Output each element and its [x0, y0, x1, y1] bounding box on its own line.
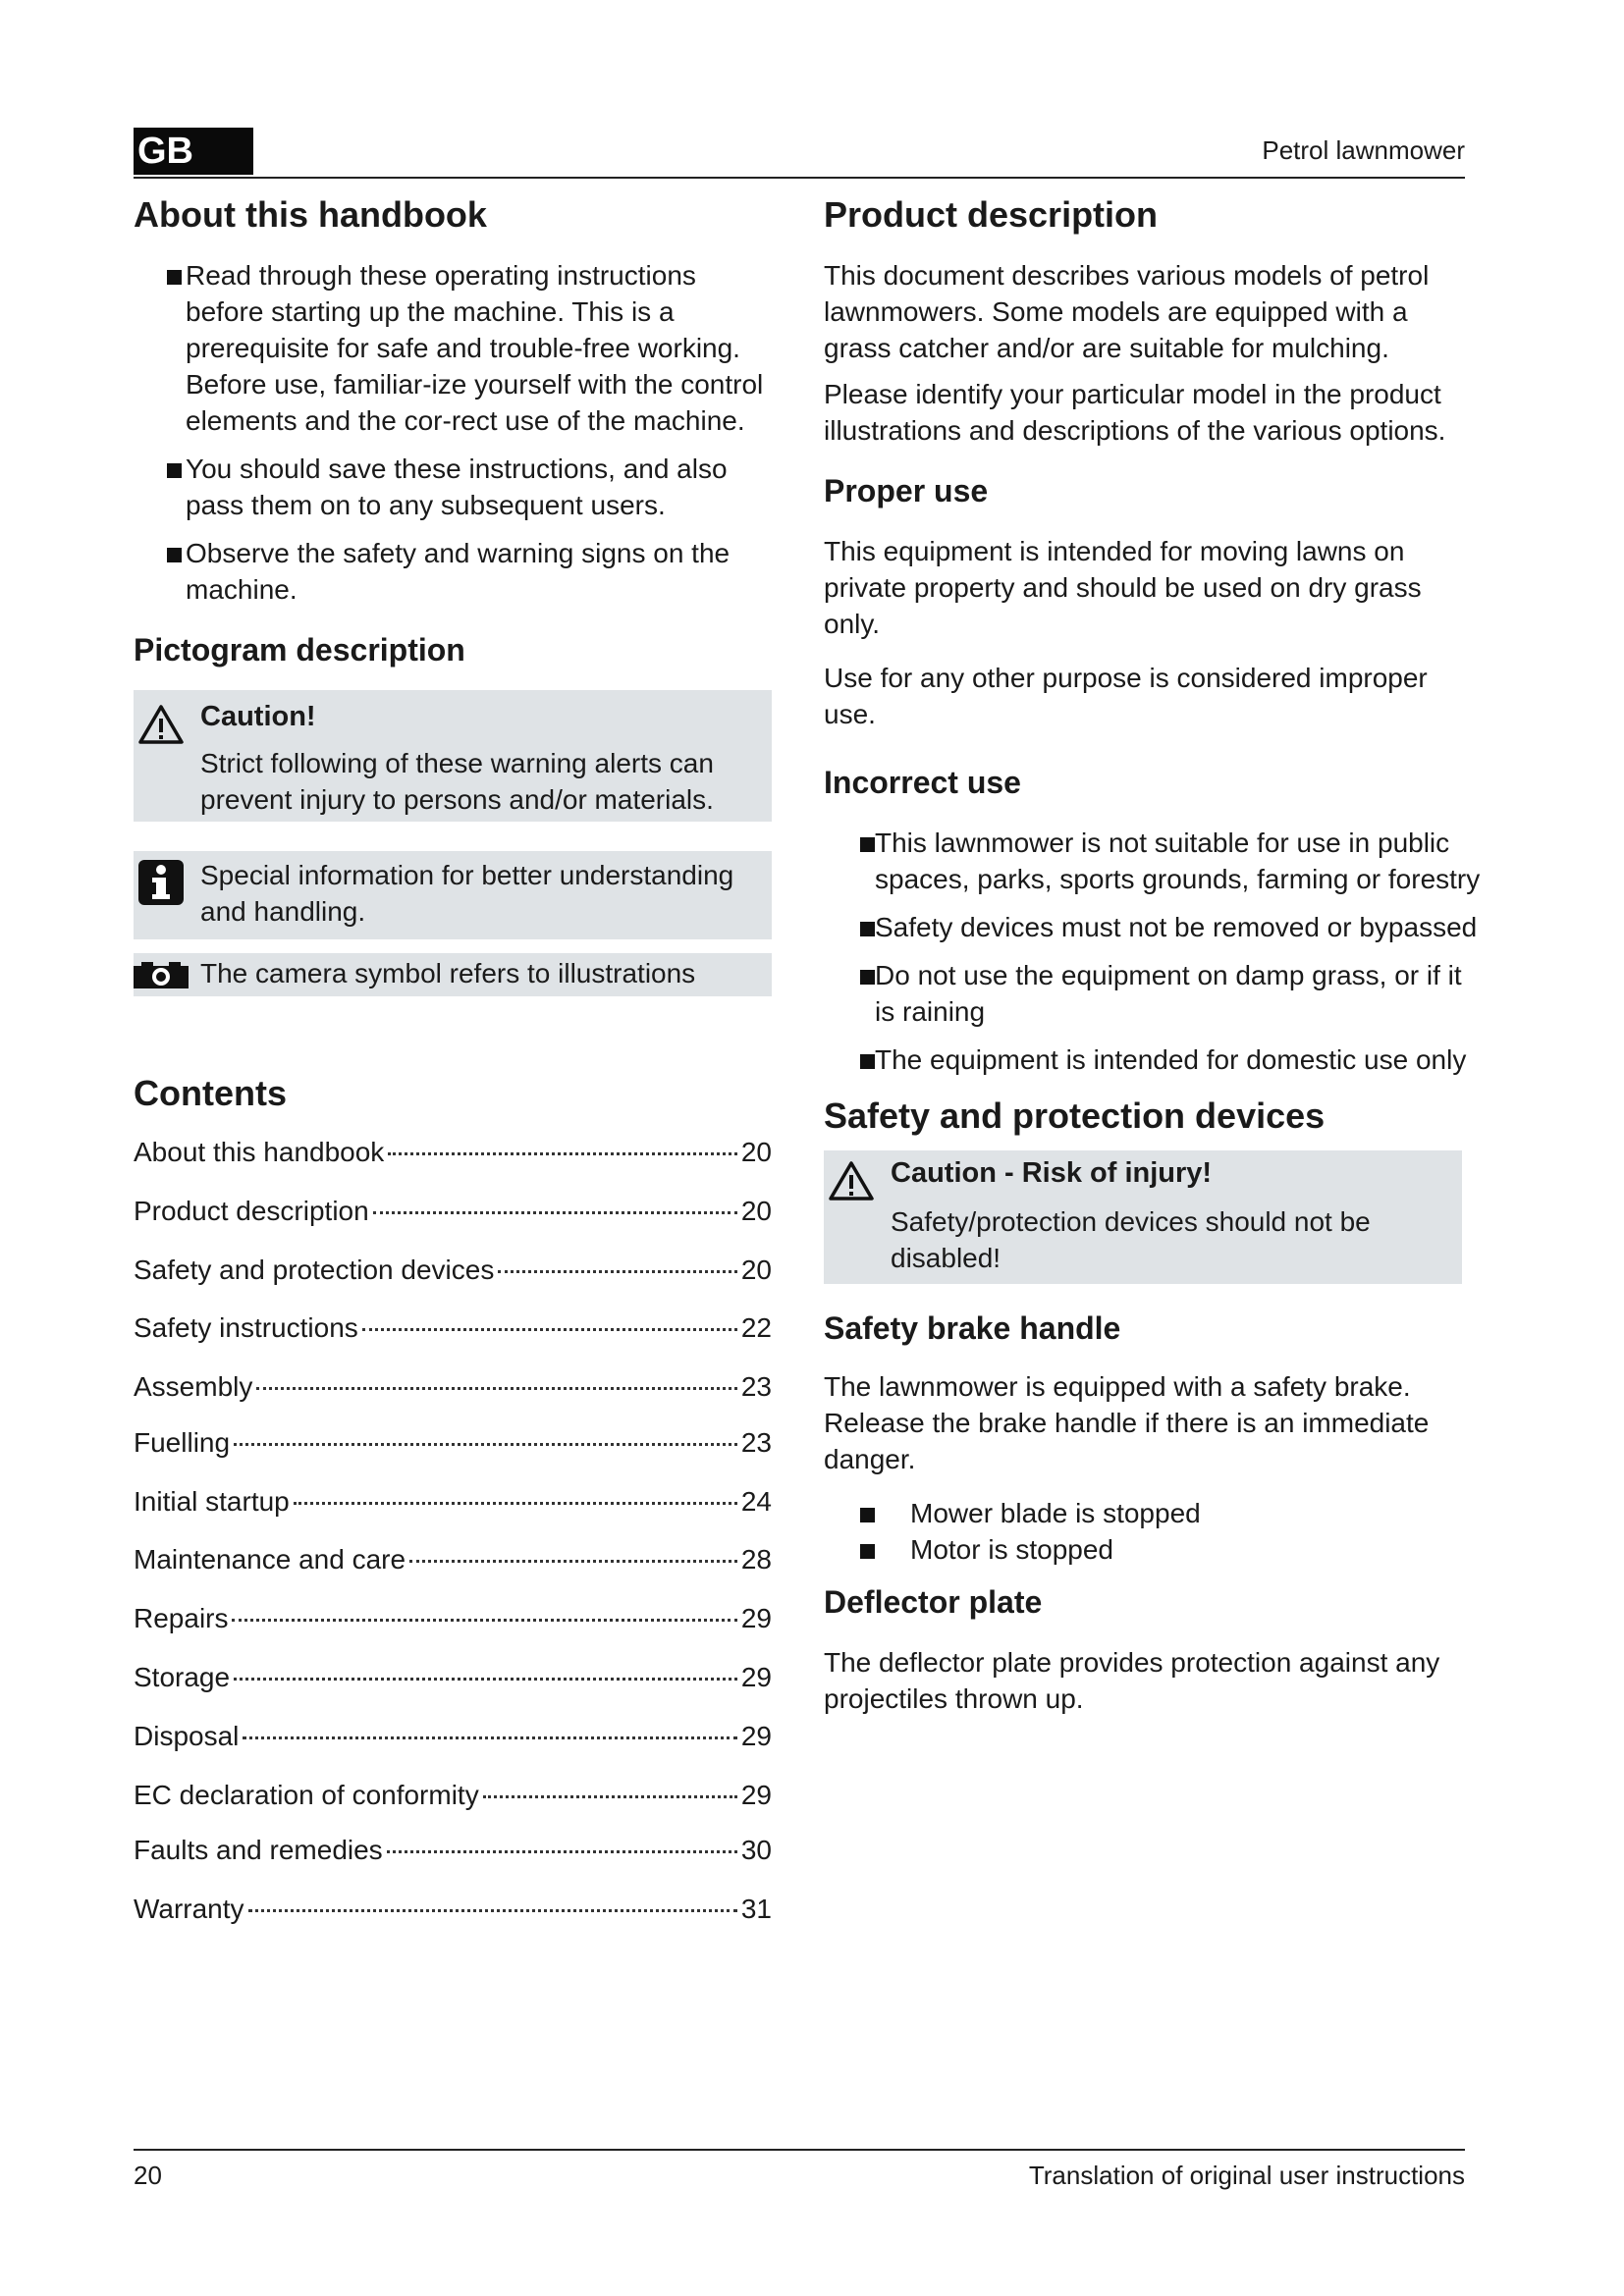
toc-leader	[387, 1850, 737, 1853]
proper-use-paragraph: This equipment is intended for moving lawns on private property and should be used on dry grass only.	[824, 536, 1422, 639]
square-bullet-icon	[860, 1544, 875, 1559]
camera-box	[134, 953, 772, 996]
safety-devices-heading: Safety and protection devices	[824, 1095, 1326, 1136]
incorrect-use-list	[824, 825, 1482, 1078]
toc-row[interactable]: Safety and protection devices 20	[134, 1255, 772, 1285]
caution-title: Caution - Risk of injury!	[891, 1157, 1213, 1189]
square-bullet-icon	[860, 837, 875, 852]
brake-paragraph: The lawnmower is equipped with a safety brake. Release the brake handle if there is an immediate danger.	[824, 1371, 1430, 1474]
info-text: Special information for better understanding and handling.	[200, 860, 734, 927]
list-item: Mower blade is stopped	[824, 1495, 1482, 1531]
caution-title: Caution!	[200, 701, 316, 732]
right-column	[824, 192, 1482, 1717]
toc-leader	[248, 1909, 737, 1912]
toc-row[interactable]: Faults and remedies 30	[134, 1835, 772, 1865]
toc-leader	[294, 1502, 737, 1505]
footer-text: Translation of original user instructions	[1028, 2161, 1465, 2190]
product-paragraph: This document describes various models of petrol lawnmowers. Some models are equipped with a grass catcher and/or are suitable for mulching.	[824, 260, 1430, 363]
page-header	[134, 128, 1465, 179]
square-bullet-icon	[860, 1508, 875, 1522]
pictogram-heading: Pictogram description	[134, 632, 465, 667]
left-column	[134, 192, 772, 1949]
toc-leader	[232, 1619, 736, 1622]
toc-leader	[256, 1387, 736, 1390]
info-box	[134, 851, 772, 939]
square-bullet-icon	[860, 922, 875, 936]
toc-leader	[409, 1560, 737, 1563]
list-item: The equipment is intended for domestic use only	[824, 1041, 1482, 1078]
list-item: You should save these instructions, and also pass them on to any subsequent users.	[134, 451, 772, 523]
document-title: Petrol lawnmower	[1262, 135, 1465, 165]
caution-text: Strict following of these warning alerts can prevent injury to persons and/or materials.	[200, 748, 714, 815]
about-list	[134, 257, 772, 608]
table-of-contents	[134, 1134, 772, 1949]
list-item: Motor is stopped	[824, 1531, 1482, 1568]
caution-box	[824, 1150, 1462, 1284]
toc-row[interactable]: Initial startup 24	[134, 1486, 772, 1517]
list-item: This lawnmower is not suitable for use in public spaces, parks, sports grounds, farming or forestry	[824, 825, 1482, 897]
caution-box	[134, 690, 772, 822]
contents-heading: Contents	[134, 1073, 287, 1113]
page-footer	[134, 2149, 1465, 2190]
toc-leader	[243, 1736, 736, 1739]
list-item: Read through these operating instructions before starting up the machine. This is a prerequisite for safe and trouble-free working. Before use, familiar-ize yourself with the control elements and the cor-rect use of the machine.	[134, 257, 772, 439]
warning-triangle-icon	[137, 704, 185, 745]
toc-leader	[373, 1211, 737, 1214]
proper-use-heading: Proper use	[824, 473, 989, 508]
toc-leader	[483, 1795, 737, 1798]
product-heading: Product description	[824, 194, 1159, 235]
camera-text: The camera symbol refers to illustrations	[200, 958, 696, 988]
toc-row[interactable]: Product description 20	[134, 1196, 772, 1226]
toc-row[interactable]: Safety instructions 22	[134, 1312, 772, 1343]
toc-leader	[234, 1678, 737, 1681]
caution-text: Safety/protection devices should not be disabled!	[891, 1206, 1371, 1273]
toc-row[interactable]: Warranty 31	[134, 1894, 772, 1924]
toc-row[interactable]: Storage 29	[134, 1662, 772, 1692]
toc-row[interactable]: EC declaration of conformity 29	[134, 1780, 772, 1810]
toc-row[interactable]: About this handbook 20	[134, 1137, 772, 1167]
square-bullet-icon	[167, 548, 182, 562]
square-bullet-icon	[860, 970, 875, 985]
incorrect-use-heading: Incorrect use	[824, 765, 1021, 800]
square-bullet-icon	[167, 270, 182, 285]
camera-icon	[134, 961, 189, 988]
square-bullet-icon	[167, 463, 182, 478]
brake-heading: Safety brake handle	[824, 1310, 1121, 1346]
brake-list	[824, 1495, 1482, 1568]
deflector-paragraph: The deflector plate provides protection against any projectiles thrown up.	[824, 1647, 1440, 1714]
toc-leader	[388, 1152, 737, 1155]
product-paragraph: Please identify your particular model in the product illustrations and descriptions of the various options.	[824, 379, 1446, 446]
list-item: Safety devices must not be removed or bypassed	[824, 909, 1482, 945]
language-badge: GB	[134, 128, 253, 175]
toc-row[interactable]: Maintenance and care 28	[134, 1544, 772, 1575]
toc-leader	[234, 1443, 737, 1446]
toc-row[interactable]: Disposal 29	[134, 1721, 772, 1751]
toc-row[interactable]: Fuelling 23	[134, 1427, 772, 1458]
toc-row[interactable]: Repairs 29	[134, 1603, 772, 1633]
deflector-heading: Deflector plate	[824, 1584, 1043, 1620]
warning-triangle-icon	[828, 1160, 875, 1201]
toc-row[interactable]: Assembly 23	[134, 1371, 772, 1402]
square-bullet-icon	[860, 1054, 875, 1069]
page-number: 20	[134, 2161, 162, 2190]
list-item: Observe the safety and warning signs on the machine.	[134, 535, 772, 608]
proper-use-paragraph: Use for any other purpose is considered improper use.	[824, 663, 1428, 729]
toc-leader	[362, 1328, 737, 1331]
about-heading: About this handbook	[134, 194, 487, 235]
list-item: Do not use the equipment on damp grass, or if it is raining	[824, 957, 1482, 1030]
info-icon	[137, 859, 185, 906]
toc-leader	[498, 1270, 737, 1273]
